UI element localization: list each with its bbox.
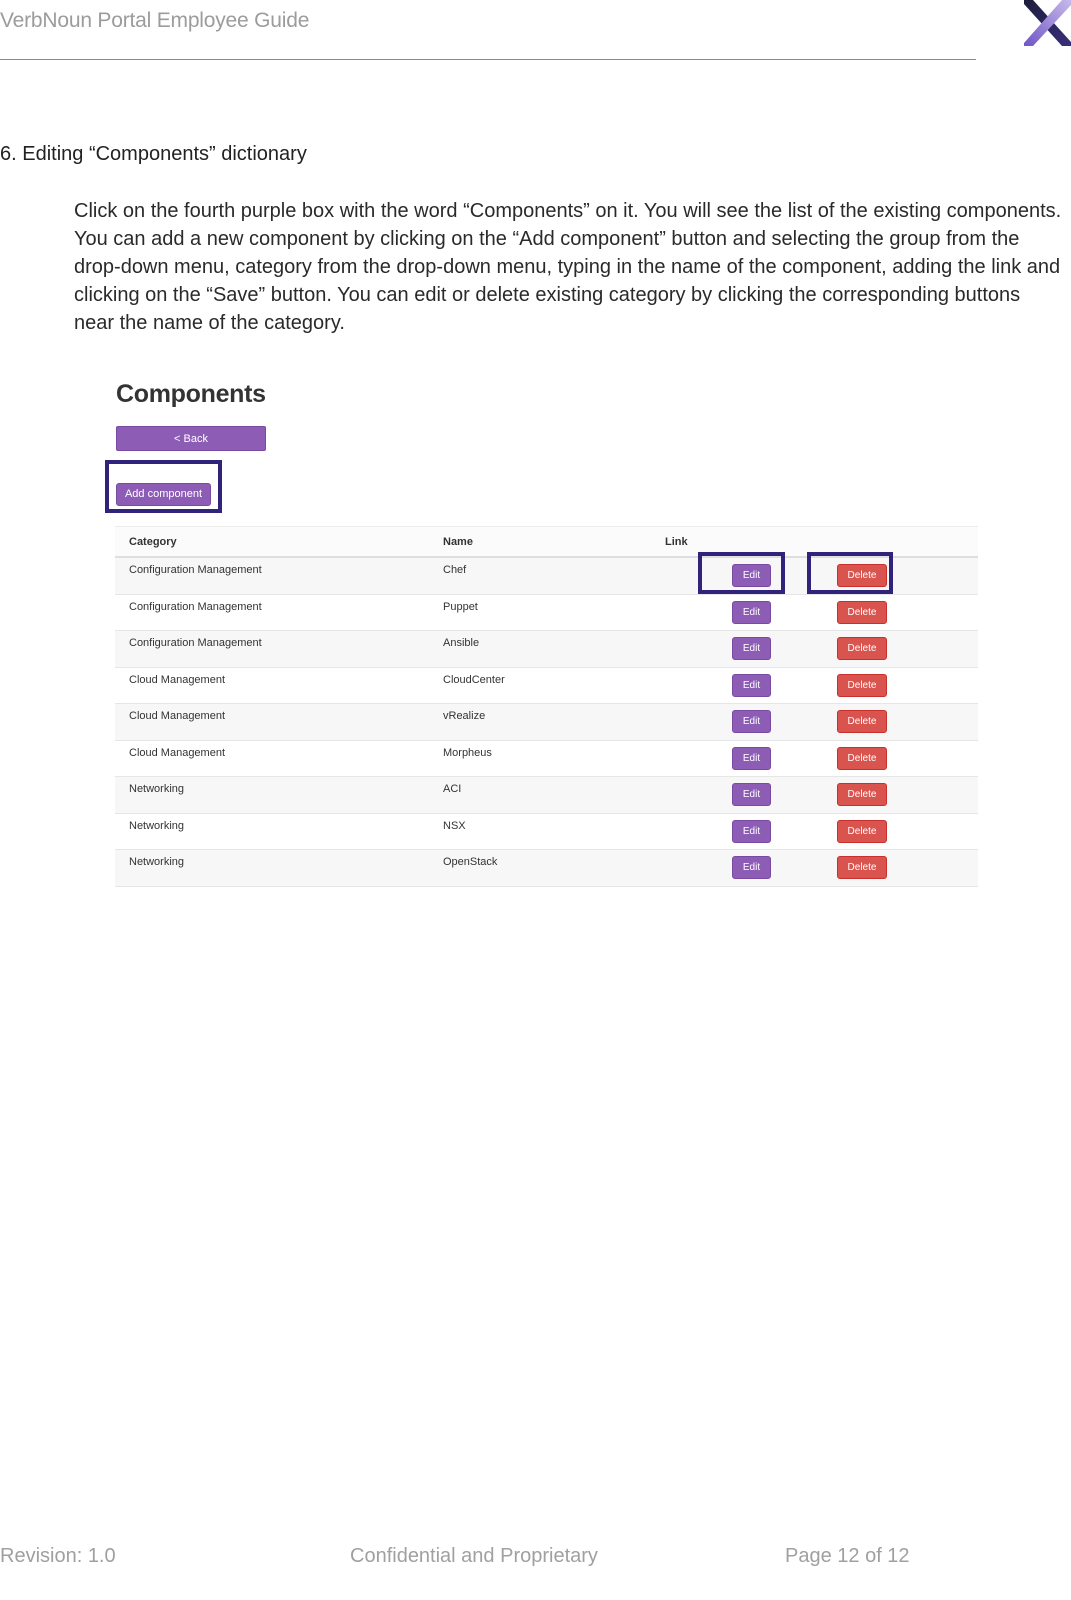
edit-button[interactable]: Edit: [732, 820, 771, 843]
edit-button[interactable]: Edit: [732, 674, 771, 697]
delete-button-highlight: [807, 552, 893, 594]
delete-button[interactable]: Delete: [837, 674, 887, 697]
footer-revision: Revision: 1.0: [0, 1545, 116, 1567]
components-page-title: Components: [116, 380, 266, 408]
row-category: Configuration Management: [129, 637, 262, 649]
add-component-button[interactable]: Add component: [116, 483, 211, 506]
row-category: Networking: [129, 819, 185, 832]
row-name: OpenStack: [443, 856, 498, 868]
row-category: Cloud Management: [129, 710, 226, 722]
delete-button[interactable]: Delete: [837, 710, 887, 733]
edit-button[interactable]: Edit: [732, 747, 771, 770]
column-header-link: Link: [665, 536, 688, 548]
table-row: [115, 704, 978, 741]
x-logo-icon: [1024, 0, 1071, 46]
column-header-category: Category: [129, 536, 177, 548]
row-category: Networking: [129, 783, 185, 795]
back-button[interactable]: < Back: [116, 426, 266, 451]
section-heading: 6. Editing “Components” dictionary: [0, 143, 307, 165]
delete-button[interactable]: Delete: [837, 820, 887, 843]
edit-button[interactable]: Edit: [732, 637, 771, 660]
row-name: CloudCenter: [443, 673, 505, 686]
row-name: Ansible: [443, 637, 480, 649]
table-row: [115, 777, 978, 814]
table-row: [115, 814, 978, 851]
footer-page-number: Page 12 of 12: [785, 1545, 910, 1567]
footer-confidential: Confidential and Proprietary: [350, 1545, 598, 1567]
header-divider: [0, 59, 976, 60]
row-category: Networking: [129, 856, 185, 868]
delete-button[interactable]: Delete: [837, 601, 887, 624]
table-row: [115, 631, 978, 668]
delete-button[interactable]: Delete: [837, 747, 887, 770]
edit-button[interactable]: Edit: [732, 856, 771, 879]
row-name: ACI: [443, 783, 462, 795]
edit-button-highlight: [698, 552, 785, 594]
row-name: Puppet: [443, 600, 478, 613]
table-row: [115, 741, 978, 778]
row-category: Cloud Management: [129, 673, 226, 686]
delete-button[interactable]: Delete: [837, 783, 887, 806]
delete-button[interactable]: Delete: [837, 564, 887, 587]
row-category: Configuration Management: [129, 600, 262, 613]
delete-button[interactable]: Delete: [837, 856, 887, 879]
row-category: Configuration Management: [129, 564, 262, 576]
delete-button[interactable]: Delete: [837, 637, 887, 660]
table-row: [115, 850, 978, 887]
table-row: [115, 668, 978, 705]
row-name: vRealize: [443, 710, 486, 722]
row-name: Chef: [443, 564, 467, 576]
row-name: Morpheus: [443, 746, 492, 759]
edit-button[interactable]: Edit: [732, 783, 771, 806]
table-row: [115, 595, 978, 632]
instruction-paragraph: Click on the fourth purple box with the word “Components” on it. You will see the list of the existing components. You can add a new component by clicking on the “Add component” button and selecting the group from the drop-down menu, category from the drop-down menu, typing in the name of the component, adding the link and clicking on the “Save” button. You can edit or delete existing category by clicking the corresponding buttons near the name of the category.: [74, 200, 1062, 334]
edit-button[interactable]: Edit: [732, 564, 771, 587]
edit-button[interactable]: Edit: [732, 601, 771, 624]
components-screenshot: [105, 375, 980, 905]
edit-button[interactable]: Edit: [732, 710, 771, 733]
document-header-title: VerbNoun Portal Employee Guide: [0, 9, 310, 32]
row-name: NSX: [443, 819, 466, 832]
row-category: Cloud Management: [129, 746, 226, 759]
column-header-name: Name: [443, 536, 473, 548]
